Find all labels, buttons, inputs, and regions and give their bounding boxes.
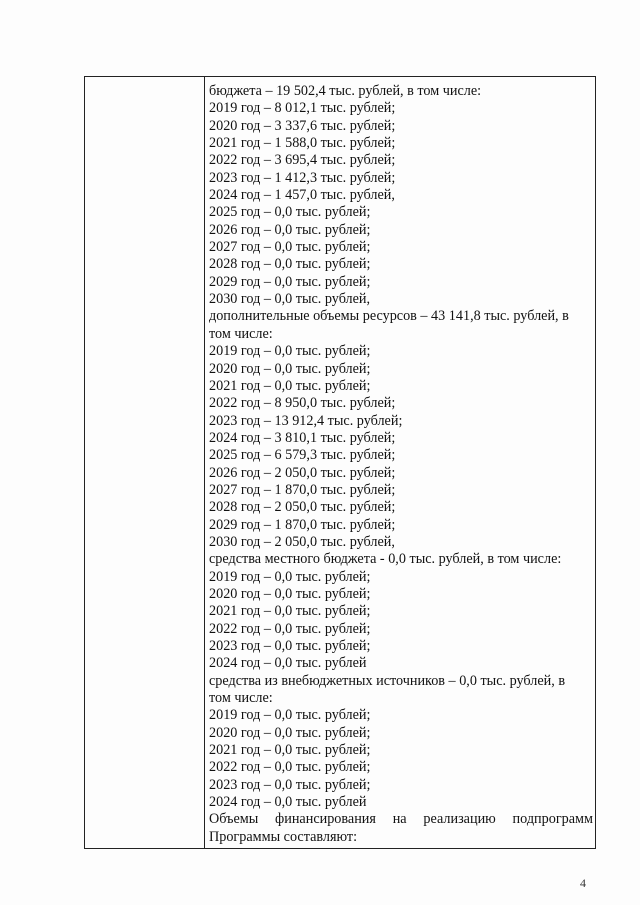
- text-line: 2026 год – 2 050,0 тыс. рублей;: [209, 464, 396, 481]
- text-line: 2023 год – 0,0 тыс. рублей;: [209, 638, 371, 654]
- text-line: 2027 год – 0,0 тыс. рублей;: [209, 239, 371, 256]
- text-line: бюджета – 19 502,4 тыс. рублей, в том числе:: [209, 83, 482, 99]
- text-line: средства местного бюджета - 0,0 тыс. рублей, в том числе:: [209, 551, 562, 568]
- text-line: 2021 год – 0,0 тыс. рублей;: [209, 742, 371, 759]
- text-line: 2026 год – 0,0 тыс. рублей;: [209, 221, 371, 238]
- text-line: средства из внебюджетных источников – 0,0 тыс. рублей, в: [209, 672, 566, 689]
- financing-table: [84, 76, 596, 849]
- text-line: 2023 год – 13 912,4 тыс. рублей;: [209, 412, 403, 429]
- text-line: 2019 год – 8 012,1 тыс. рублей;: [209, 100, 396, 117]
- text-line: том числе:: [209, 690, 273, 707]
- text-line: 2020 год – 0,0 тыс. рублей;: [209, 360, 371, 377]
- text-line: 2023 год – 1 412,3 тыс. рублей;: [209, 169, 396, 186]
- text-line: 2023 год – 0,0 тыс. рублей;: [209, 776, 371, 793]
- text-line: 2022 год – 8 950,0 тыс. рублей;: [209, 395, 396, 412]
- text-line: 2024 год – 3 810,1 тыс. рублей;: [209, 429, 396, 446]
- text-line: 2029 год – 0,0 тыс. рублей;: [209, 273, 371, 290]
- text-line: том числе:: [209, 325, 273, 342]
- column-divider: [204, 77, 205, 848]
- text-line: 2022 год – 3 695,4 тыс. рублей;: [209, 152, 396, 169]
- text-line: 2019 год – 0,0 тыс. рублей;: [209, 707, 371, 724]
- page-number: 4: [580, 876, 586, 890]
- text-line: 2021 год – 1 588,0 тыс. рублей;: [209, 135, 396, 152]
- text-line: 2022 год – 0,0 тыс. рублей;: [209, 759, 371, 776]
- text-line: 2027 год – 1 870,0 тыс. рублей;: [209, 481, 396, 498]
- text-line: 2025 год – 0,0 тыс. рублей;: [209, 204, 371, 221]
- text-line: 2028 год – 2 050,0 тыс. рублей;: [209, 499, 396, 516]
- text-line: 2029 год – 1 870,0 тыс. рублей;: [209, 516, 396, 533]
- text-line: 2021 год – 0,0 тыс. рублей;: [209, 377, 371, 394]
- text-line: 2024 год – 1 457,0 тыс. рублей,: [209, 187, 395, 204]
- text-line: 2021 год – 0,0 тыс. рублей;: [209, 603, 371, 620]
- text-line: 2019 год – 0,0 тыс. рублей;: [209, 343, 371, 360]
- text-line: 2024 год – 0,0 тыс. рублей: [209, 794, 367, 811]
- text-line: Объемы финансирования на реализацию подпрограмм: [209, 811, 593, 828]
- text-line: 2020 год – 0,0 тыс. рублей;: [209, 724, 371, 741]
- text-line: 2028 год – 0,0 тыс. рублей;: [209, 256, 371, 273]
- text-line: 2019 год – 0,0 тыс. рублей;: [209, 568, 371, 585]
- financing-text: [209, 83, 593, 846]
- text-line: 2022 год – 0,0 тыс. рублей;: [209, 620, 371, 637]
- text-line: Программы составляют:: [209, 828, 358, 845]
- text-line: 2025 год – 6 579,3 тыс. рублей;: [209, 447, 396, 464]
- text-line: 2030 год – 0,0 тыс. рублей,: [209, 291, 371, 308]
- text-line: 2024 год – 0,0 тыс. рублей: [209, 655, 367, 672]
- text-line: дополнительные объемы ресурсов – 43 141,8 тыс. рублей, в: [209, 308, 569, 325]
- text-line: 2020 год – 0,0 тыс. рублей;: [209, 585, 371, 602]
- text-line: 2020 год – 3 337,6 тыс. рублей;: [209, 117, 396, 134]
- text-line: 2030 год – 2 050,0 тыс. рублей,: [209, 533, 395, 550]
